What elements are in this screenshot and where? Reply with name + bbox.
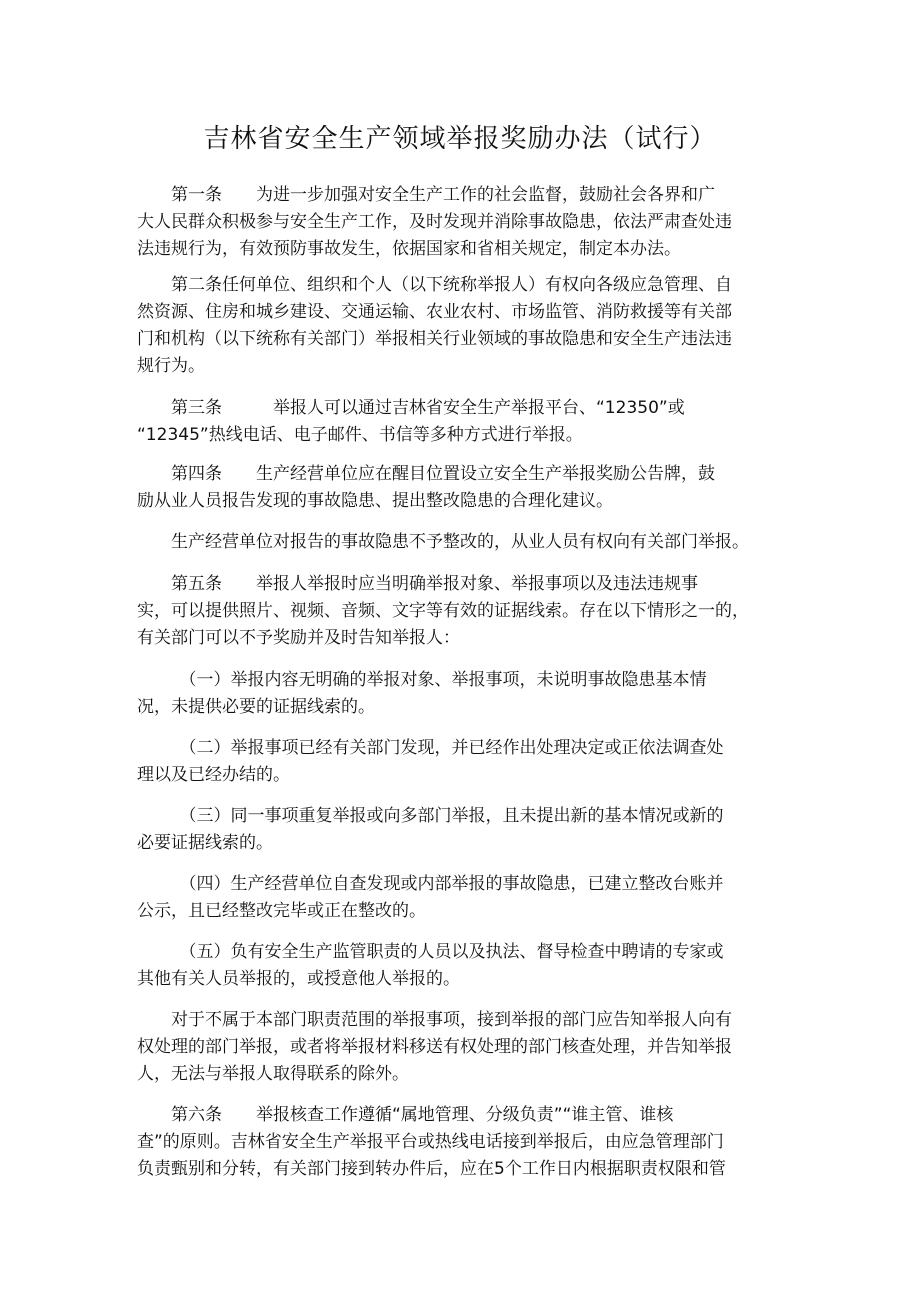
text-line: 必要证据线索的。 xyxy=(137,833,273,853)
text-line: 第一条 为进一步加强对安全生产工作的社会监督，鼓励社会各界和广 xyxy=(137,185,715,205)
text-line: “12345”热线电话、电子邮件、书信等多种方式进行举报。 xyxy=(137,425,583,445)
paragraph-item-3 xyxy=(137,803,787,857)
text-line: 然资源、住房和城乡建设、交通运输、农业农村、市场监管、消防救援等有关部 xyxy=(137,302,732,322)
document-title: 吉林省安全生产领域举报奖励办法（试行） xyxy=(203,124,717,154)
paragraph-article-4 xyxy=(137,461,787,515)
paragraph-article-3 xyxy=(137,395,787,449)
paragraph-article-4-cont xyxy=(137,529,797,556)
text-line: （五）负有安全生产监管职责的人员以及执法、督导检查中聘请的专家或 xyxy=(137,942,724,962)
text-line: 理以及已经办结的。 xyxy=(137,765,290,785)
text-line: 人，无法与举报人取得联系的除外。 xyxy=(137,1064,409,1084)
text-line: 励从业人员报告发现的事故隐患、提出整改隐患的合理化建议。 xyxy=(137,491,613,511)
paragraph-article-1 xyxy=(137,182,787,263)
text-line: 法违规行为，有效预防事故发生，依据国家和省相关规定，制定本办法。 xyxy=(137,239,681,259)
text-line: 第四条 生产经营单位应在醒目位置设立安全生产举报奖励公告牌，鼓 xyxy=(137,464,715,484)
text-line: 大人民群众积极参与安全生产工作，及时发现并消除事故隐患，依法严肃查处违 xyxy=(137,212,732,232)
text-line: 负责甄别和分转，有关部门接到转办件后，应在5个工作日内根据职责权限和管 xyxy=(137,1159,726,1179)
text-line: 实，可以提供照片、视频、音频、文字等有效的证据线索。存在以下情形之一的， xyxy=(137,601,749,621)
text-line: （三）同一事项重复举报或向多部门举报，且未提出新的基本情况或新的 xyxy=(137,806,724,826)
paragraph-article-6 xyxy=(137,1102,787,1183)
text-line: 权处理的部门举报，或者将举报材料移送有权处理的部门核查处理，并告知举报 xyxy=(137,1037,732,1057)
text-line: 况，未提供必要的证据线索的。 xyxy=(137,697,375,717)
text-line: 其他有关人员举报的，或授意他人举报的。 xyxy=(137,969,460,989)
paragraph-article-2 xyxy=(137,272,787,380)
text-line: （一）举报内容无明确的举报对象、举报事项，未说明事故隐患基本情 xyxy=(137,670,707,690)
text-line: 第六条 举报核查工作遵循“属地管理、分级负责”“谁主管、谁核 xyxy=(137,1105,674,1125)
text-line: 第三条 举报人可以通过吉林省安全生产举报平台、“12350”或 xyxy=(137,398,685,418)
paragraph-item-5 xyxy=(137,939,787,993)
text-line: 门和机构（以下统称有关部门）举报相关行业领域的事故隐患和安全生产违法违 xyxy=(137,329,732,349)
text-line: 公示，且已经整改完毕或正在整改的。 xyxy=(137,901,426,921)
text-line: （四）生产经营单位自查发现或内部举报的事故隐患，已建立整改台账并 xyxy=(137,874,724,894)
text-line: 查”的原则。吉林省安全生产举报平台或热线电话接到举报后，由应急管理部门 xyxy=(137,1132,724,1152)
text-line: 第二条任何单位、组织和个人（以下统称举报人）有权向各级应急管理、自 xyxy=(137,275,732,295)
text-line: 生产经营单位对报告的事故隐患不予整改的，从业人员有权向有关部门举报。 xyxy=(137,532,749,552)
paragraph-article-5-cont xyxy=(137,1007,787,1088)
paragraph-article-5 xyxy=(137,571,787,652)
paragraph-item-1 xyxy=(137,667,787,721)
paragraph-item-2 xyxy=(137,735,787,789)
paragraph-item-4 xyxy=(137,871,787,925)
text-line: 对于不属于本部门职责范围的举报事项，接到举报的部门应告知举报人向有 xyxy=(137,1010,732,1030)
text-line: 第五条 举报人举报时应当明确举报对象、举报事项以及违法违规事 xyxy=(137,574,698,594)
text-line: （二）举报事项已经有关部门发现，并已经作出处理决定或正依法调查处 xyxy=(137,738,724,758)
text-line: 有关部门可以不予奖励并及时告知举报人： xyxy=(137,628,460,648)
text-line: 规行为。 xyxy=(137,356,205,376)
